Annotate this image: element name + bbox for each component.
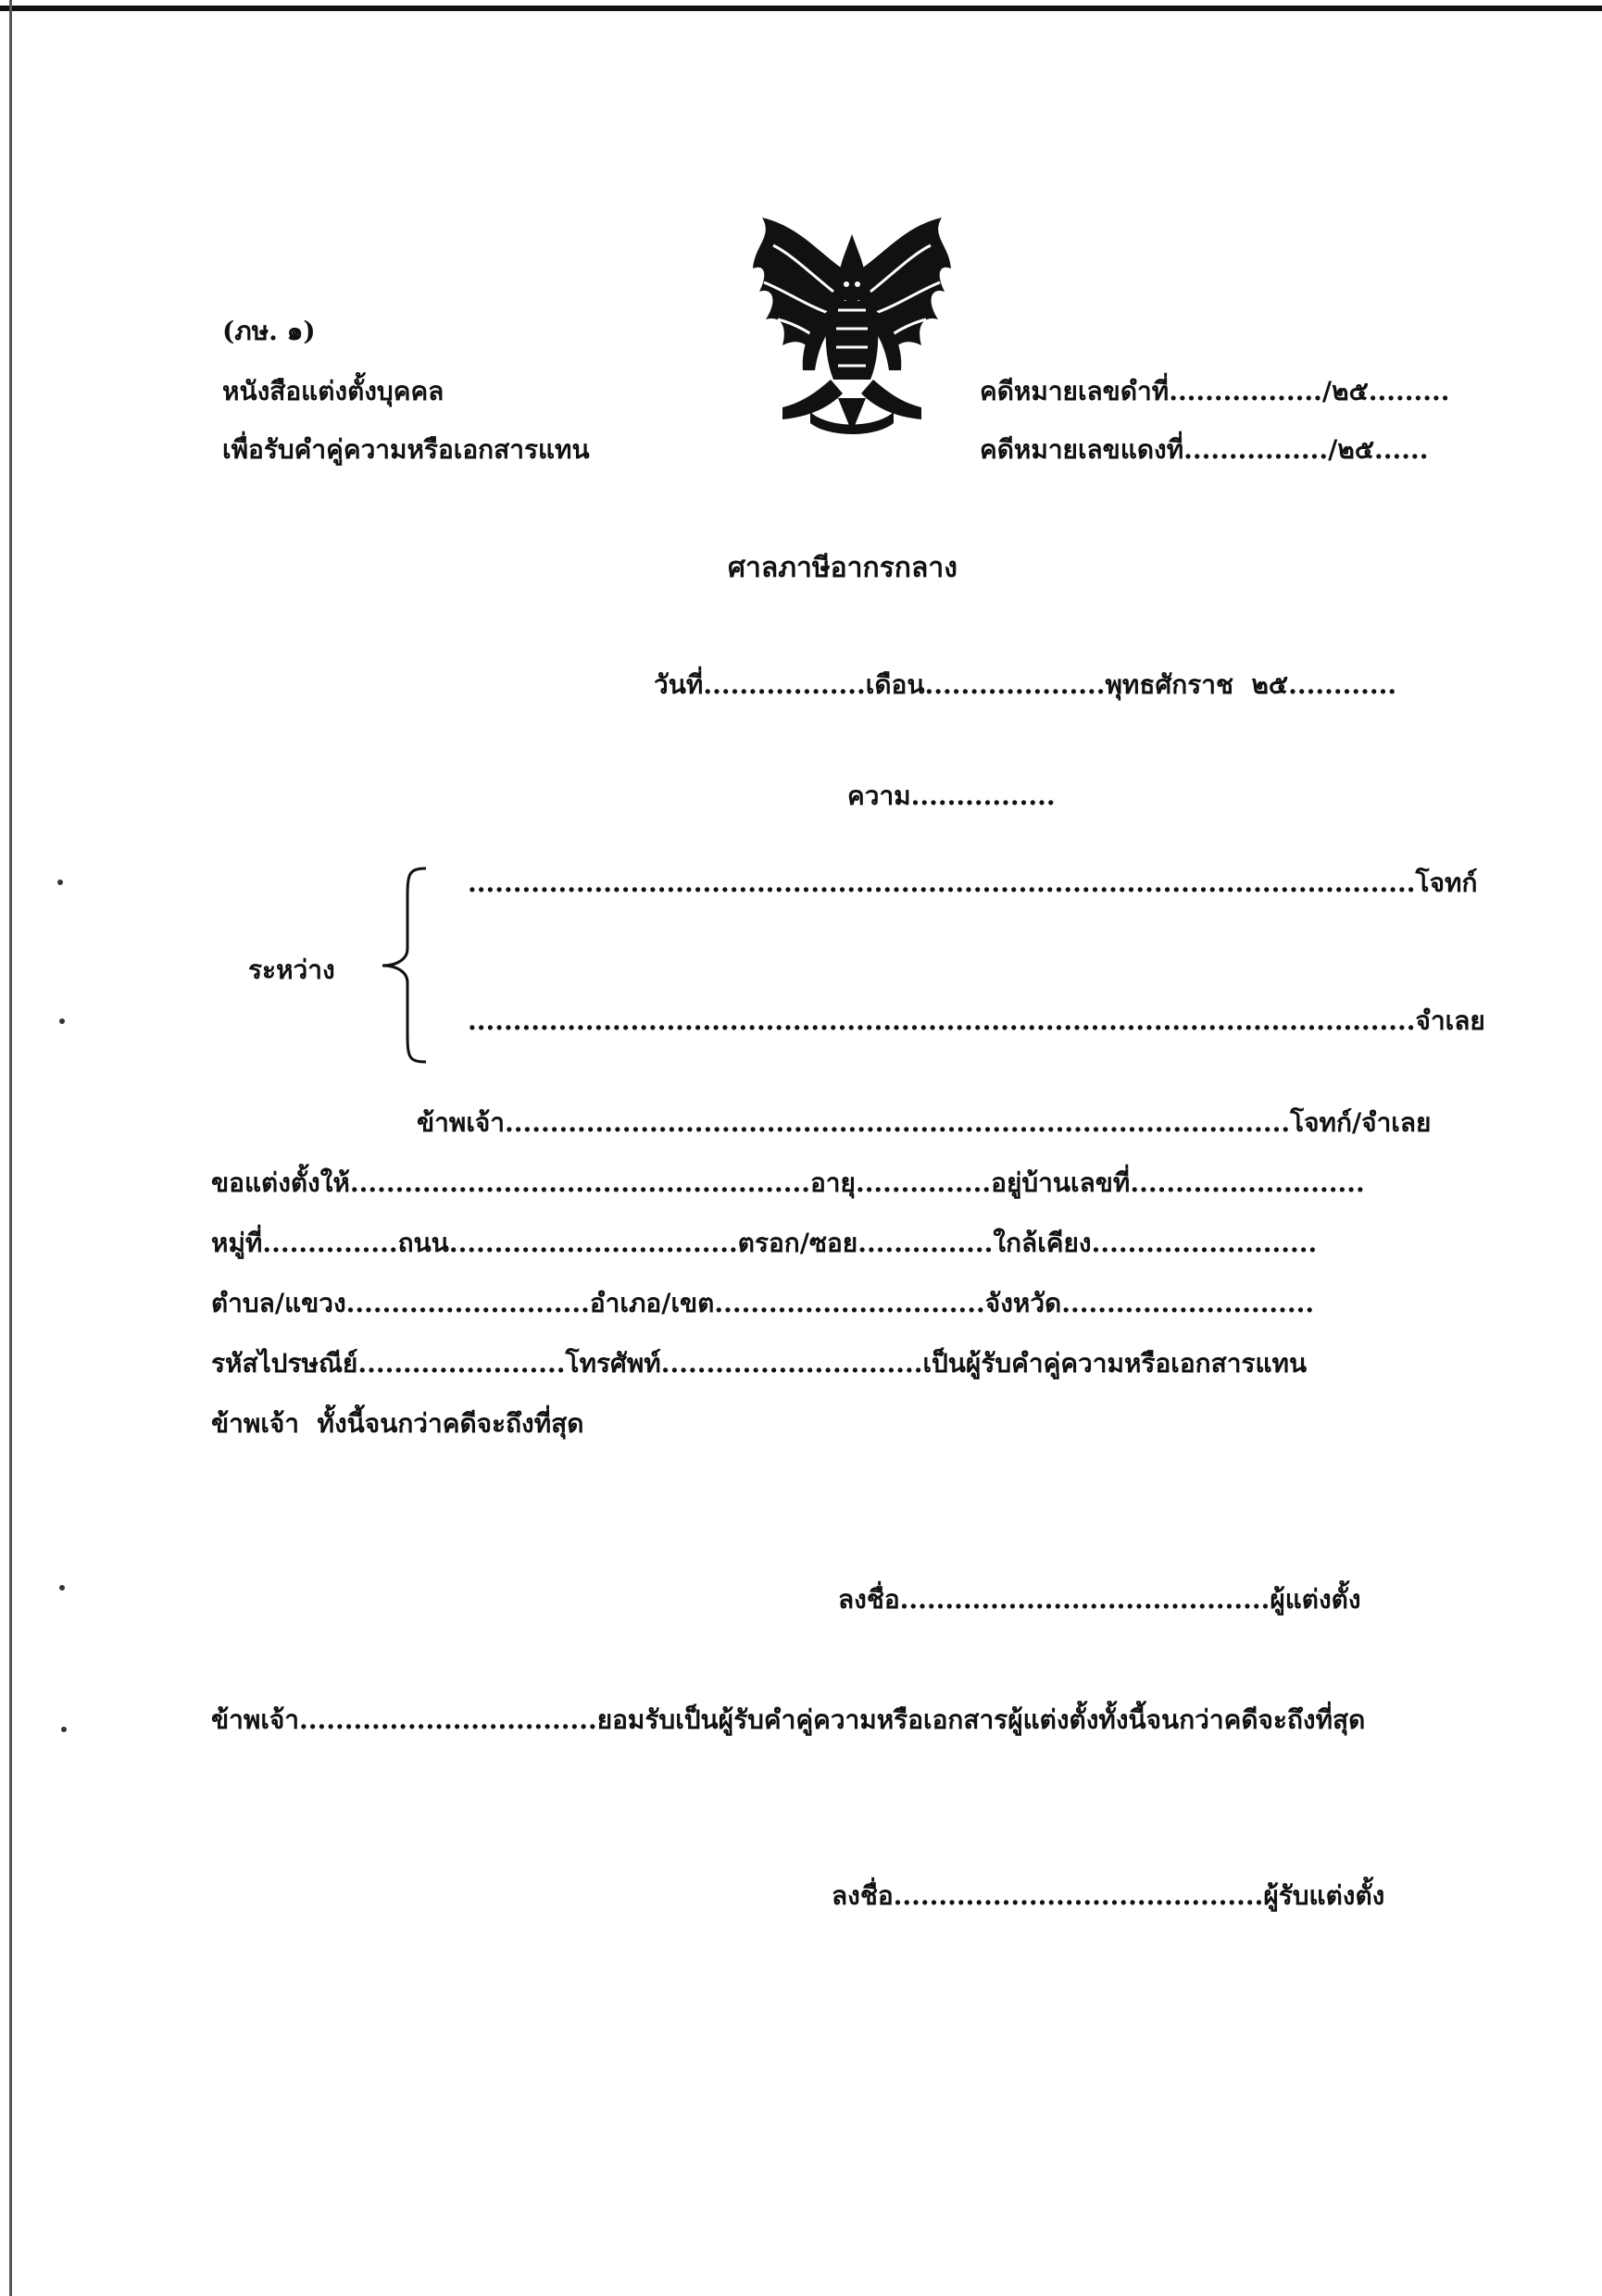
scan-top-edge bbox=[0, 0, 1602, 13]
body-line-address: หมู่ที่...............ถนน................................ตรอก/ซอย...............ใกล้เคียง......................... bbox=[211, 1228, 1318, 1258]
between-label: ระหว่าง bbox=[248, 955, 335, 985]
acceptance-line: ข้าพเจ้า.................................ยอมรับเป็นผู้รับคำคู่ความหรือเอกสารผู้แต่งตั้งทั้งนี้จนกว่าคดีจะถึงที่สุด bbox=[211, 1704, 1366, 1735]
signature-appointer: ลงชื่อ.........................................ผู้แต่งตั้ง bbox=[838, 1584, 1361, 1615]
defendant-line: .........................................................................................................จำเลย bbox=[468, 1005, 1485, 1036]
case-type-line: ความ................ bbox=[847, 780, 1056, 811]
scan-speck bbox=[59, 1018, 65, 1024]
scan-speck bbox=[57, 880, 63, 885]
scan-left-edge bbox=[0, 0, 19, 2296]
brace-bracket bbox=[375, 866, 431, 1065]
body-line-postal: รหัสไปรษณีย์.......................โทรศัพท์.............................เป็นผู้รับคำคู่ความหรือเอกสารแทน bbox=[211, 1348, 1308, 1379]
form-title-line2: เพื่อรับคำคู่ความหรือเอกสารแทน bbox=[222, 434, 590, 465]
body-line-district: ตำบล/แขวง...........................อำเภอ/เขต..............................จังหวัด............................ bbox=[211, 1288, 1315, 1318]
scan-speck bbox=[59, 1585, 65, 1591]
scan-speck bbox=[61, 1727, 67, 1732]
plaintiff-line: .........................................................................................................โจทก์ bbox=[468, 867, 1478, 898]
red-case-number: คดีหมายเลขแดงที่................/๒๕...... bbox=[980, 434, 1429, 465]
garuda-emblem-icon bbox=[745, 218, 958, 435]
body-line-party: ข้าพเจ้า.......................................................................................โจทก์/จำเลย bbox=[417, 1107, 1432, 1138]
form-title-line1: หนังสือแต่งตั้งบุคคล bbox=[222, 376, 444, 406]
body-line-closing: ข้าพเจ้า ทั้งนี้จนกว่าคดีจะถึงที่สุด bbox=[211, 1408, 584, 1439]
date-line: วันที่..................เดือน....................พุทธศักราช ๒๕............ bbox=[654, 669, 1397, 700]
body-line-appointee: ขอแต่งตั้งให้...................................................อายุ...............อยู่บ้านเลขที่.......................... bbox=[211, 1167, 1365, 1198]
black-case-number: คดีหมายเลขดำที่................./๒๕......... bbox=[980, 376, 1450, 406]
form-code: (ภษ. ๑) bbox=[222, 316, 316, 346]
court-name: ศาลภาษีอากรกลาง bbox=[728, 552, 957, 584]
signature-appointee: ลงชื่อ.........................................ผู้รับแต่งตั้ง bbox=[832, 1880, 1385, 1911]
